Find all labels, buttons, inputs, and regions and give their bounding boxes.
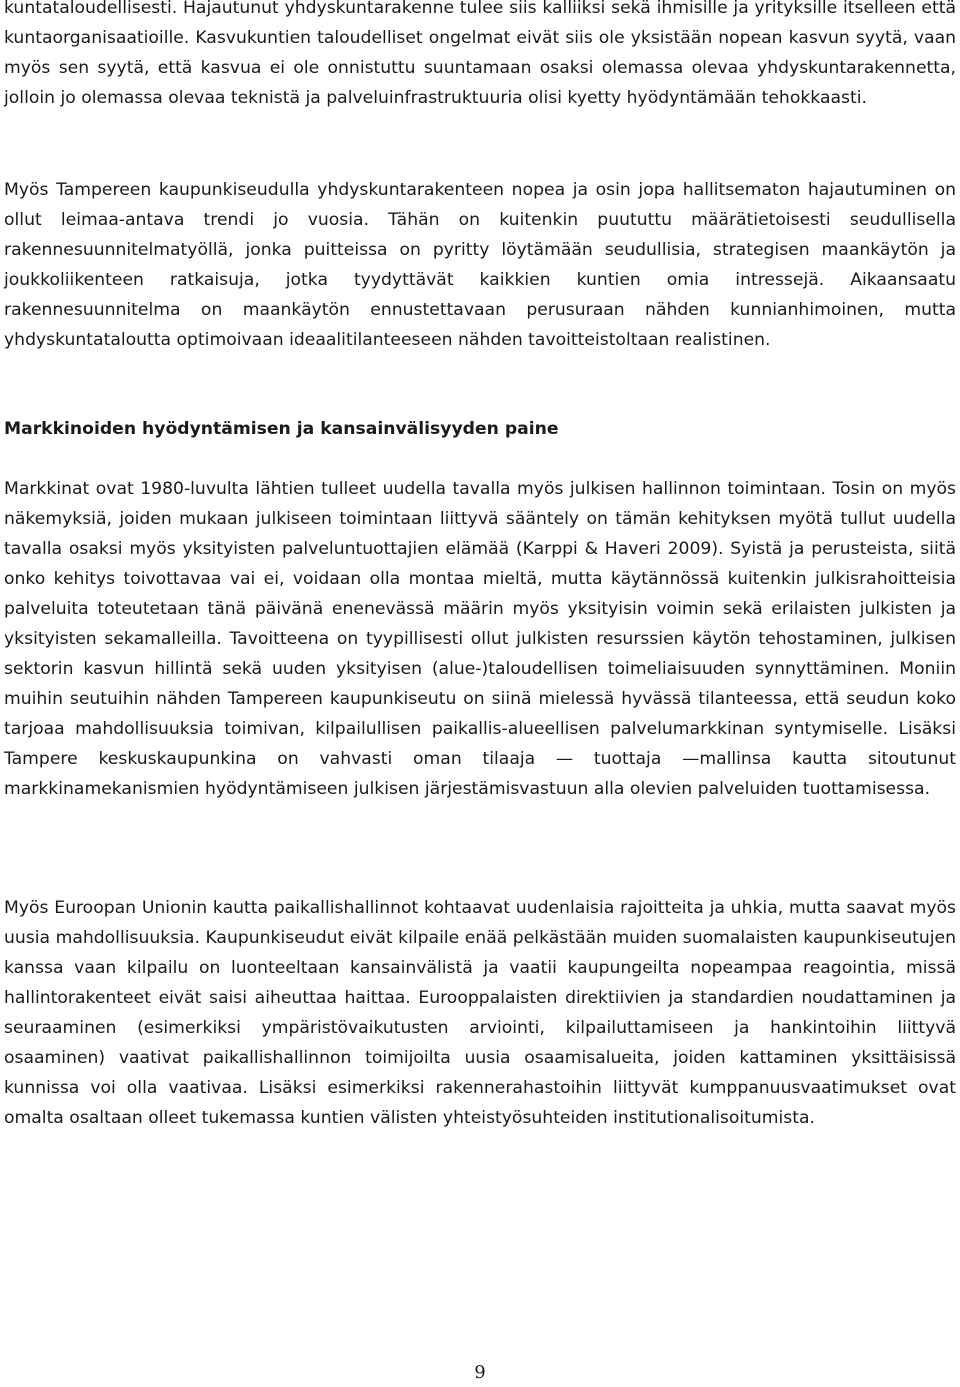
paragraph-taloudelliset-ongelmat: kuntataloudellisesti. Hajautunut yhdyskuntarakenne tulee siis kalliiksi sekä ihmisille ja yrityksille itselleen että kuntaorganisaatioille. Kasvukuntien taloudelliset ongelmat eivät siis ole yksistään nopean kasvun syytä, vaan myös sen syytä, että kasvua ei ole onnistuttu suuntamaan osaksi olemassa olevaa yhdyskuntarakennetta, jolloin jo olemassa olevaa teknistä ja palveluinfrastruktuuria olisi kyetty hyödyntämään tehokkaasti. bbox=[4, 0, 956, 108]
paragraph-markkinat: Markkinat ovat 1980-luvulta lähtien tulleet uudella tavalla myös julkisen hallinnon toimintaan. Tosin on myös näkemyksiä, joiden mukaan julkiseen toimintaan liittyvä sääntely on tämän kehityksen myötä tullut uudella tavalla osaksi myös yksityisten palveluntuottajien elämää (Karppi & Haveri 2009). Syistä ja perusteista, siitä onko kehitys toivottavaa vai ei, voidaan olla montaa mieltä, mutta käytännössä kuitenkin julkisrahoitteisia palveluita toteutetaan tänä päivänä enenevässä määrin myös yksityisin voimin sekä erilaisten julkisten ja yksityisten sekamalleilla. Tavoitteena on tyypillisesti ollut julkisten resurssien käytön tehostaminen, julkisen sektorin kasvun hillintä sekä uuden yksityisen (alue-)taloudellisen toimeliaisuuden synnyttäminen. Moniin muihin seutuihin nähden Tampereen kaupunkiseutu on siinä mielessä hyvässä tilanteessa, että seudun koko tarjoaa mahdollisuuksia toimivan, kilpailullisen paikallis-alueellisen palvelumarkkinan syntymiselle. Lisäksi Tampere keskuskaupunkina on vahvasti oman tilaaja — tuottaja —mallinsa kautta sitoutunut markkinamekanismien hyödyntämiseen julkisen järjestämisvastuun alla olevien palveluiden tuottamisessa. bbox=[4, 479, 956, 799]
paragraph-tampereen-kaupunkiseutu: Myös Tampereen kaupunkiseudulla yhdyskuntarakenteen nopea ja osin jopa hallitsematon hajautuminen on ollut leimaa-antava trendi jo vuosia. Tähän on kuitenkin puututtu määrätietoisesti seudullisella rakennesuunnitelmatyöllä, jonka puitteissa on pyritty löytämään seudullisia, strategisen maankäytön ja joukkoliikenteen ratkaisuja, jotka tyydyttävät kaikkien kuntien omia intressejä. Aikaansaatu rakennesuunnitelma on maankäytön ennustettavaan perusuraan nähden kunnianhimoinen, mutta yhdyskuntataloutta optimoivaan ideaalitilanteeseen nähden tavoitteistoltaan realistinen. bbox=[4, 180, 956, 350]
section-heading: Markkinoiden hyödyntämisen ja kansainvälisyyden paine bbox=[4, 419, 559, 439]
paragraph-euroopan-unioni: Myös Euroopan Unionin kautta paikallishallinnot kohtaavat uudenlaisia rajoitteita ja uhkia, mutta saavat myös uusia mahdollisuuksia. Kaupunkiseudut eivät kilpaile enää pelkästään muiden suomalaisten kaupunkiseutujen kanssa vaan kilpailu on luonteeltaan kansainvälistä ja vaatii kaupungeilta nopeampaa reagointia, missä hallintorakenteet eivät saisi aiheuttaa haittaa. Eurooppalaisten direktiivien ja standardien noudattaminen ja seuraaminen (esimerkiksi ympäristövaikutusten arviointi, kilpailuttamiseen ja hankintoihin liittyvä osaaminen) vaativat paikallishallinnon toimijoilta uusia osaamisalueita, joiden kattaminen yksittäisissä kunnissa voi olla vaativaa. Lisäksi esimerkiksi rakennerahastoihin liittyvät kumppanuusvaatimukset ovat omalta osaltaan olleet tukemassa kuntien välisten yhteistyösuhteiden institutionalisoitumista. bbox=[4, 898, 956, 1128]
page-number: 9 bbox=[474, 1362, 486, 1383]
